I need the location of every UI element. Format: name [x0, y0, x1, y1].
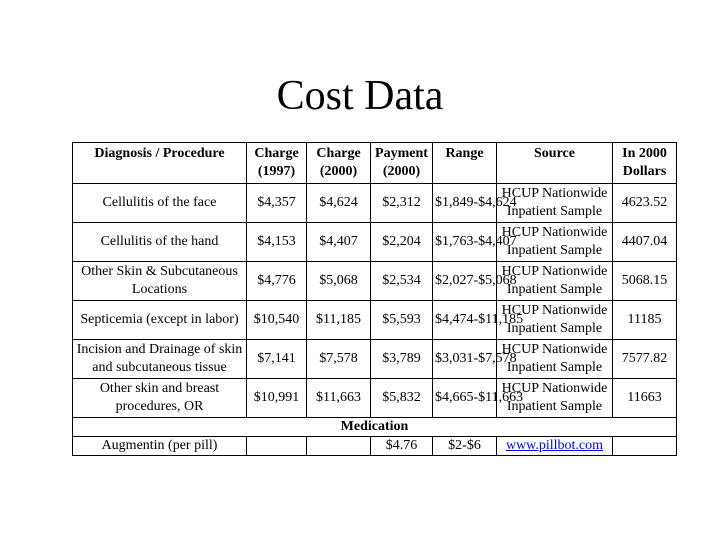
header-source: Source: [497, 143, 613, 184]
cell-diagnosis: Cellulitis of the face: [73, 184, 247, 223]
cell-payment-2000: $5,593: [371, 301, 433, 340]
table-row: [73, 223, 677, 262]
cell-range: $4,474-$11,185: [433, 301, 497, 340]
cell-diagnosis: Other Skin & Subcutaneous Locations: [73, 262, 247, 301]
table-row: [73, 184, 677, 223]
table-row: [73, 262, 677, 301]
table-row: [73, 340, 677, 379]
header-range: Range: [433, 143, 497, 184]
header-2000-dollars: In 2000 Dollars: [613, 143, 677, 184]
cell-diagnosis: Septicemia (except in labor): [73, 301, 247, 340]
source-link[interactable]: www.pillbot.com: [505, 438, 604, 453]
cell-diagnosis: Augmentin (per pill): [73, 437, 247, 456]
cell-charge-1997: $4,776: [247, 262, 307, 301]
cell-payment-2000: $3,789: [371, 340, 433, 379]
cell-payment-2000: $2,204: [371, 223, 433, 262]
cell-diagnosis: Cellulitis of the hand: [73, 223, 247, 262]
cell-range: $2-$6: [433, 437, 497, 456]
cell-charge-1997: $10,540: [247, 301, 307, 340]
cell-range: $4,665-$11,663: [433, 379, 497, 418]
cell-range: $1,763-$4,407: [433, 223, 497, 262]
table-row: [73, 301, 677, 340]
header-row: [73, 143, 677, 184]
cell-2000-dollars: 4623.52: [613, 184, 677, 223]
cell-payment-2000: $5,832: [371, 379, 433, 418]
cell-2000-dollars: 7577.82: [613, 340, 677, 379]
cell-payment-2000: $4.76: [371, 437, 433, 456]
cost-table: [72, 142, 677, 456]
header-charge-1997: Charge (1997): [247, 143, 307, 184]
cell-range: $1,849-$4,624: [433, 184, 497, 223]
cell-charge-1997: $7,141: [247, 340, 307, 379]
cell-source: HCUP Nationwide Inpatient Sample: [497, 301, 613, 340]
header-charge-2000: Charge (2000): [307, 143, 371, 184]
cell-range: $2,027-$5,068: [433, 262, 497, 301]
cell-source: HCUP Nationwide Inpatient Sample: [497, 262, 613, 301]
cell-2000-dollars: 11663: [613, 379, 677, 418]
cell-source: HCUP Nationwide Inpatient Sample: [497, 340, 613, 379]
cell-charge-2000: $7,578: [307, 340, 371, 379]
cell-2000-dollars: 11185: [613, 301, 677, 340]
cell-charge-2000: $11,185: [307, 301, 371, 340]
cell-charge-1997: $10,991: [247, 379, 307, 418]
table-row: [73, 379, 677, 418]
cell-range: $3,031-$7,578: [433, 340, 497, 379]
cell-charge-2000: $5,068: [307, 262, 371, 301]
cell-diagnosis: Other skin and breast procedures, OR: [73, 379, 247, 418]
cell-charge-1997: $4,153: [247, 223, 307, 262]
cell-2000-dollars: 4407.04: [613, 223, 677, 262]
cell-charge-2000: $4,407: [307, 223, 371, 262]
section-row: [73, 418, 677, 437]
cell-source: [497, 437, 613, 456]
section-label-medication: Medication: [73, 418, 677, 437]
slide-title: Cost Data: [276, 73, 444, 119]
cell-source: HCUP Nationwide Inpatient Sample: [497, 223, 613, 262]
cell-diagnosis: Incision and Drainage of skin and subcutaneous tissue: [73, 340, 247, 379]
cell-charge-1997: [247, 437, 307, 456]
cell-charge-2000: [307, 437, 371, 456]
cell-payment-2000: $2,534: [371, 262, 433, 301]
cell-charge-2000: $4,624: [307, 184, 371, 223]
cell-payment-2000: $2,312: [371, 184, 433, 223]
cell-source: HCUP Nationwide Inpatient Sample: [497, 184, 613, 223]
cell-source: HCUP Nationwide Inpatient Sample: [497, 379, 613, 418]
cell-2000-dollars: [613, 437, 677, 456]
cell-charge-2000: $11,663: [307, 379, 371, 418]
header-diagnosis: Diagnosis / Procedure: [73, 143, 247, 184]
cell-charge-1997: $4,357: [247, 184, 307, 223]
table-row: [73, 437, 677, 456]
cell-2000-dollars: 5068.15: [613, 262, 677, 301]
header-payment-2000: Payment (2000): [371, 143, 433, 184]
